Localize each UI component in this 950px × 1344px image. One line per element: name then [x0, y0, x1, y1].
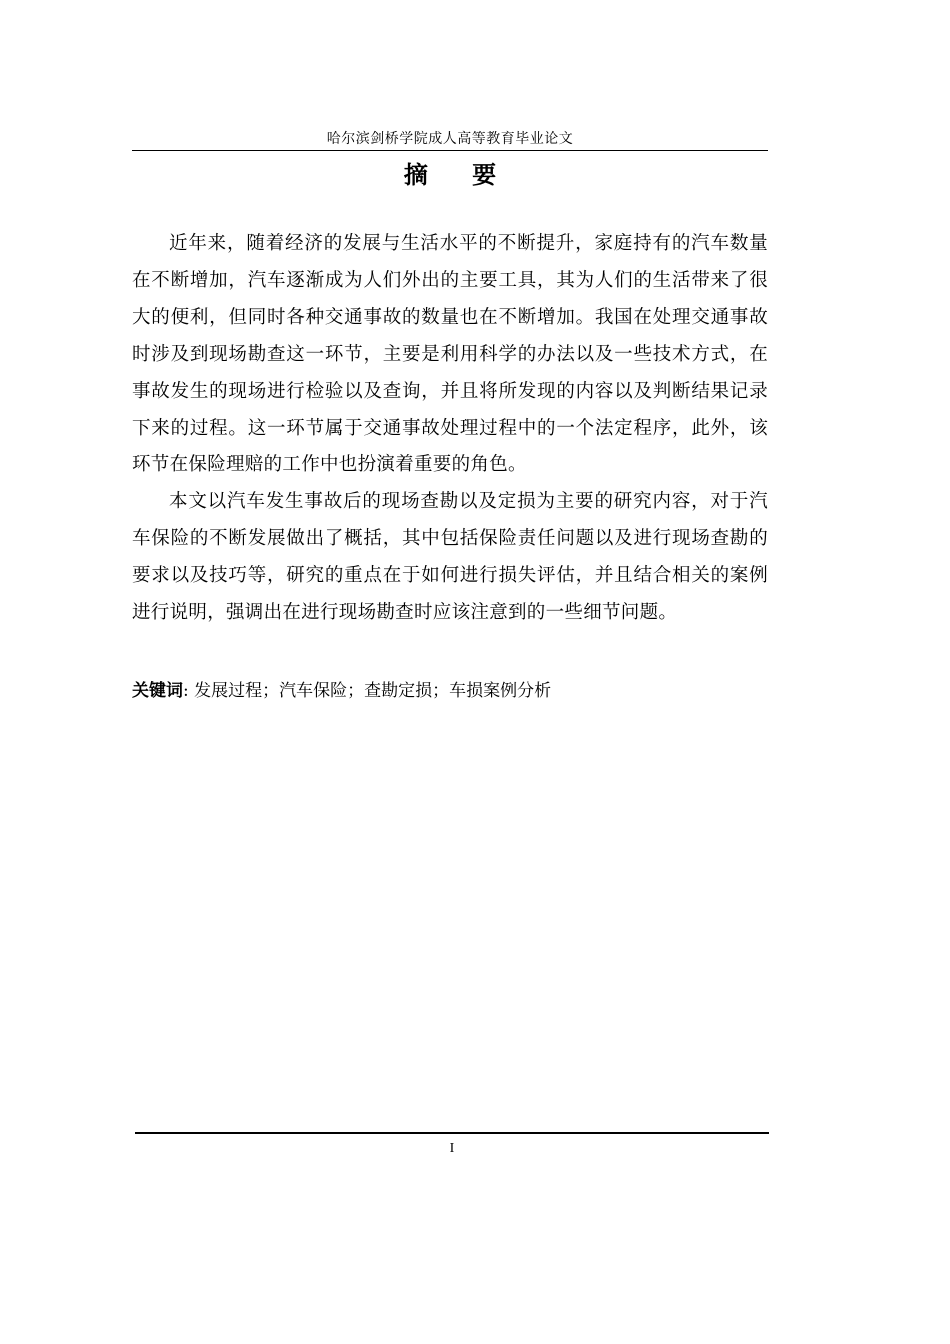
header-divider: [132, 150, 768, 151]
keywords-line: [132, 674, 768, 708]
abstract-paragraph-1: 近年来，随着经济的发展与生活水平的不断提升，家庭持有的汽车数量在不断增加，汽车逐渐成为人们外出的主要工具，其为人们的生活带来了很大的便利，但同时各种交通事故的数量也在不断增加。我国在处理交通事故时涉及到现场勘查这一环节，主要是利用科学的办法以及一些技术方式，在事故发生的现场进行检验以及查询，并且将所发现的内容以及判断结果记录下来的过程。这一环节属于交通事故处理过程中的一个法定程序，此外，该环节在保险理赔的工作中也扮演着重要的角色。: [132, 233, 768, 476]
keywords-label: 关键词: [132, 681, 183, 701]
keywords-text: 发展过程；汽车保险；查勘定损；车损案例分析: [194, 681, 552, 701]
running-header: 哈尔滨剑桥学院成人高等教育毕业论文: [326, 131, 574, 147]
keywords-separator: :: [183, 681, 189, 701]
footer-divider: [135, 1132, 769, 1134]
abstract-body: [132, 226, 768, 632]
page-number: I: [449, 1141, 455, 1156]
abstract-paragraph-2: 本文以汽车发生事故后的现场查勘以及定损为主要的研究内容，对于汽车保险的不断发展做出了概括，其中包括保险责任问题以及进行现场查勘的要求以及技巧等，研究的重点在于如何进行损失评估，并且结合相关的案例进行说明，强调出在进行现场勘查时应该注意到的一些细节问题。: [132, 491, 768, 624]
abstract-heading: 摘 要: [403, 161, 515, 189]
